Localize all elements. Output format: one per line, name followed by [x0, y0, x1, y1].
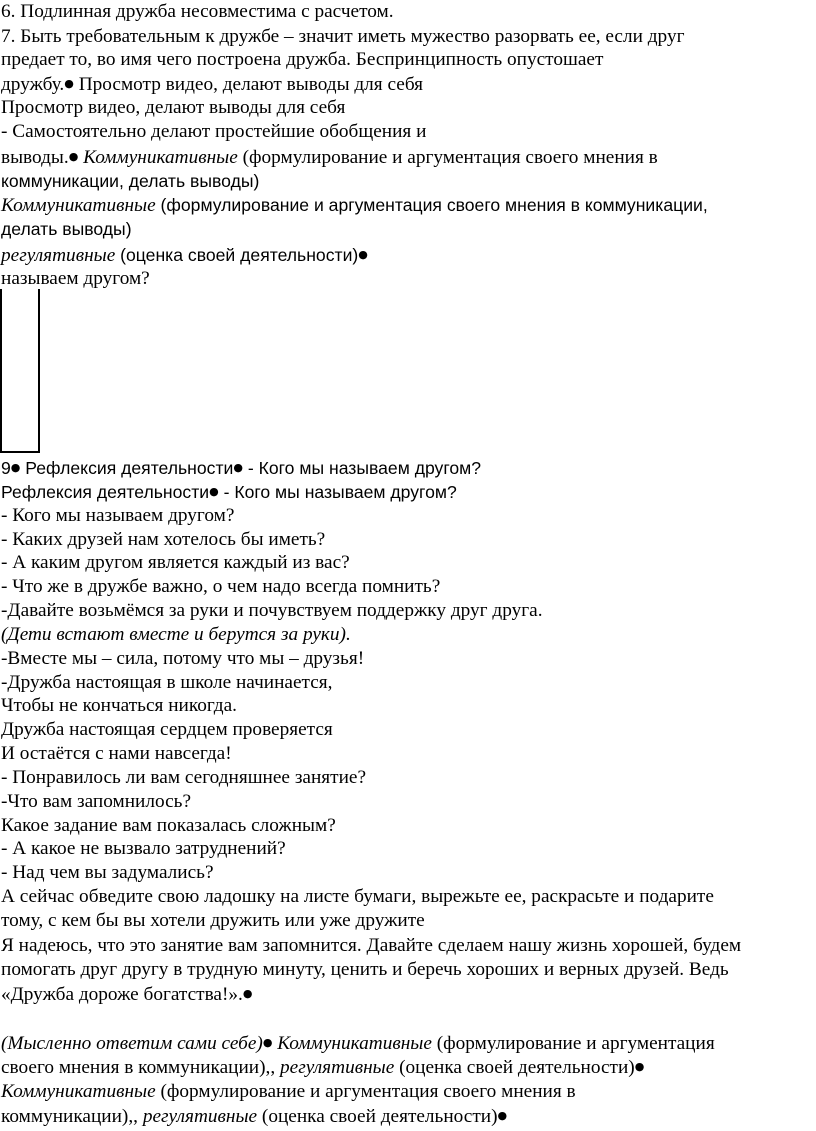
text-line	[1, 25, 685, 48]
line-text: 6. Подлинная дружба несовместима с расчетом.	[1, 1, 394, 22]
text-line	[1, 837, 286, 860]
text-line	[1, 623, 351, 646]
line-text: -Давайте возьмёмся за руки и почувствуем поддержку друг друга.	[1, 600, 543, 621]
line-text: Просмотр видео, делают выводы для себя	[73, 74, 424, 95]
line-text: предает то, во имя чего построена дружба. Беспринципность опустошает	[1, 49, 604, 70]
text-line	[1, 694, 237, 717]
line-text: (Дети встают вместе и берутся за руки).	[1, 624, 351, 645]
italic-term: регулятивные	[280, 1057, 395, 1078]
italic-term: Коммуникативные	[1, 195, 156, 216]
line-text: коммуникации)	[1, 1106, 129, 1127]
text-line	[1, 504, 234, 527]
bullet-icon: ●	[10, 461, 21, 474]
line-text: (формулирование и аргументация своего мнения в	[155, 1081, 576, 1102]
text-line	[1, 1055, 644, 1079]
line-text: (оценка своей деятельности)	[115, 245, 359, 265]
text-line	[1, 456, 481, 480]
text-line	[1, 194, 708, 217]
text-line	[1, 742, 232, 765]
text-line	[1, 790, 191, 813]
line-text: помогать друг другу в трудную минуту, ценить и беречь хороших и верных друзей. Ведь	[1, 959, 729, 980]
line-text: дружбу.	[1, 74, 65, 95]
line-text: Рефлексия деятельности	[1, 482, 210, 502]
line-text: ,,	[128, 1106, 143, 1127]
line-text: делать выводы)	[1, 219, 132, 239]
text-line	[1, 551, 350, 574]
line-text: -Вместе мы – сила, потому что мы – друзья!	[1, 648, 365, 669]
line-text: - А какое не вызвало затруднений?	[1, 838, 286, 859]
line-text: Чтобы не кончаться никогда.	[1, 695, 237, 716]
bullet-icon: ●	[233, 461, 243, 474]
text-line	[1, 170, 259, 193]
line-text: - Кого мы называем другом?	[1, 505, 235, 526]
text-line	[1, 766, 366, 789]
line-text: - Понравилось ли вам сегодняшнее занятие?	[1, 767, 367, 788]
line-text: - А каким другом является каждый из вас?	[1, 552, 350, 573]
text-line	[1, 48, 603, 71]
line-text: А сейчас обведите свою ладошку на листе бумаги, вырежьте ее, раскрасьте и подарите	[1, 886, 714, 907]
text-line	[1, 72, 423, 96]
text-line	[1, 982, 252, 1006]
text-line	[1, 671, 332, 694]
line-text: (формулирование и аргументация	[431, 1033, 715, 1054]
italic-term: (Мысленно ответим сами себе)	[1, 1033, 263, 1054]
line-text: - Каких друзей нам хотелось бы иметь?	[1, 529, 326, 550]
text-line	[1, 1031, 715, 1055]
bullet-icon: ●	[634, 1060, 645, 1073]
text-line	[1, 1104, 507, 1128]
bullet-icon: ●	[68, 150, 79, 163]
bullet-icon: ●	[209, 485, 219, 498]
bullet-icon: ●	[497, 1109, 508, 1122]
text-line	[1, 267, 150, 290]
frame-box	[0, 289, 40, 453]
text-line	[1, 934, 741, 957]
line-text: Рефлексия деятельности	[20, 458, 234, 478]
line-text: - Что же в дружбе важно, о чем надо всегда помнить?	[1, 576, 441, 597]
line-text: 9	[1, 458, 11, 478]
text-line	[1, 575, 440, 598]
text-line	[1, 96, 345, 119]
line-text: -Что вам запомнилось?	[1, 791, 192, 812]
line-text: коммуникации, делать выводы)	[1, 171, 260, 191]
text-line	[1, 218, 132, 241]
text-line	[1, 243, 368, 267]
text-line	[1, 120, 426, 143]
line-text: (оценка своей деятельности)	[257, 1106, 498, 1127]
line-text: выводы.	[1, 147, 69, 168]
line-text: - Кого мы называем другом?	[218, 482, 457, 502]
text-line	[1, 528, 325, 551]
line-text: Какое задание вам показалась сложным?	[1, 815, 336, 836]
text-line	[1, 814, 336, 837]
line-text: (оценка своей деятельности)	[394, 1057, 635, 1078]
text-line	[1, 0, 394, 23]
bullet-icon: ●	[358, 248, 368, 261]
line-text: называем другом?	[1, 268, 150, 289]
line-text: (формулирование и аргументация своего мнения в коммуникации,	[155, 195, 708, 215]
text-line	[1, 599, 543, 622]
line-text: «Дружба дороже богатства!».	[1, 984, 243, 1005]
line-text: - Кого мы называем другом?	[242, 458, 482, 478]
bullet-icon: ●	[262, 1036, 273, 1049]
italic-term: Коммуникативные	[272, 1033, 432, 1054]
italic-term: регулятивные	[1, 245, 116, 266]
line-text: тому, с кем бы вы хотели дружить или уже дружите	[1, 910, 425, 931]
line-text: - Самостоятельно делают простейшие обобщения и	[1, 121, 427, 142]
line-text: И остаётся с нами навсегда!	[1, 743, 232, 764]
italic-term: Коммуникативные	[78, 147, 238, 168]
line-text: Я надеюсь, что это занятие вам запомнится. Давайте сделаем нашу жизнь хорошей, будем	[1, 935, 742, 956]
text-line	[1, 909, 425, 932]
line-text: (формулирование и аргументация своего мнения в	[237, 147, 658, 168]
line-text: 7. Быть требовательным к дружбе – значит иметь мужество разорвать ее, если друг	[1, 26, 685, 47]
bullet-icon: ●	[242, 987, 253, 1000]
text-line	[1, 885, 714, 908]
text-line	[1, 480, 457, 504]
italic-term: Коммуникативные	[1, 1081, 156, 1102]
text-line	[1, 1080, 576, 1103]
text-line	[1, 145, 658, 169]
line-text: своего мнения в коммуникации)	[1, 1057, 266, 1078]
text-line	[1, 647, 364, 670]
italic-term: регулятивные	[142, 1106, 258, 1127]
line-text: Просмотр видео, делают выводы для себя	[1, 97, 346, 118]
text-line	[1, 958, 729, 981]
line-text: -Дружба настоящая в школе начинается,	[1, 672, 333, 693]
text-line	[1, 718, 333, 741]
line-text: - Над чем вы задумались?	[1, 862, 214, 883]
text-line	[1, 861, 214, 884]
bullet-icon: ●	[64, 77, 74, 90]
line-text: Дружба настоящая сердцем проверяется	[1, 719, 333, 740]
line-text: ,,	[265, 1057, 281, 1078]
